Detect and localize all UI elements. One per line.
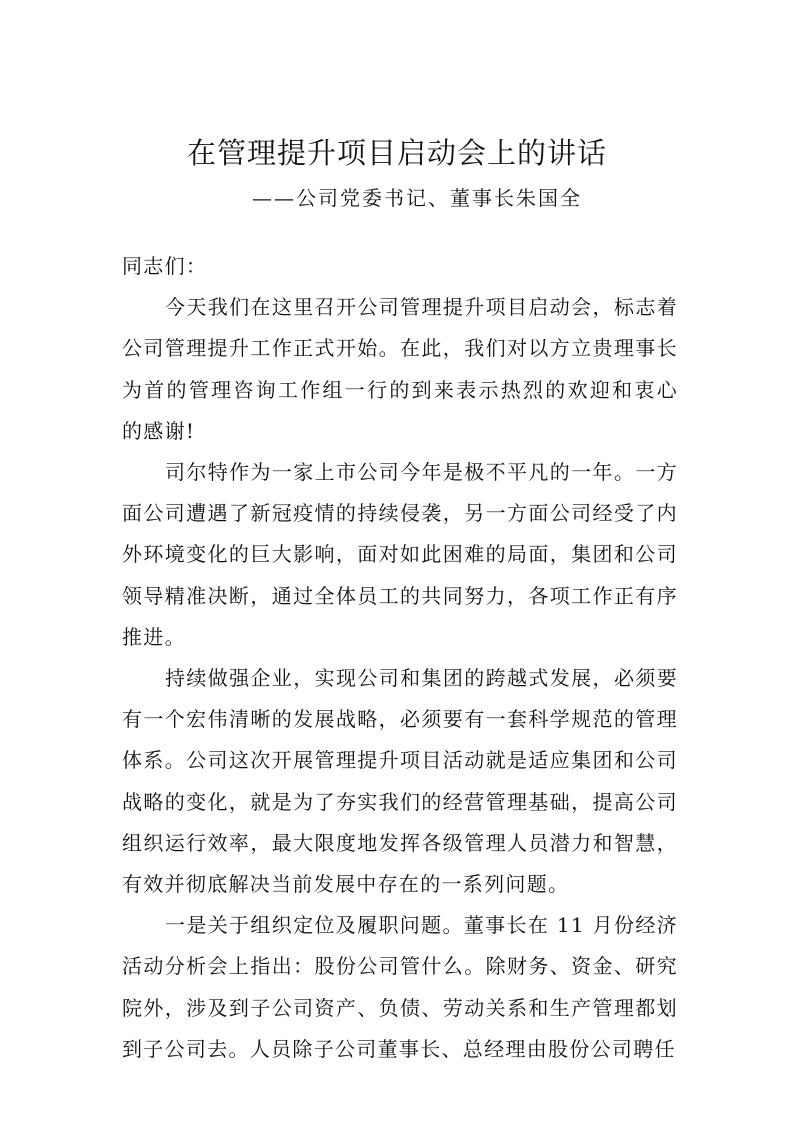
document-title: 在管理提升项目启动会上的讲话: [186, 136, 607, 170]
paragraph-company-year: 司尔特作为一家上市公司今年是极不平凡的一年。一方面公司遭遇了新冠疫情的持续侵袭，另一方面公司经受了内外环境变化的巨大影响，面对如此困难的局面，集团和公司领导精准决断，通过全体员工的共同努力，各项工作正有序推进。: [122, 460, 678, 649]
document-subtitle: ——公司党委书记、董事长朱国全: [252, 186, 582, 210]
document-body: [122, 246, 678, 1070]
paragraph-organization: 一是关于组织定位及履职问题。董事长在 11 月份经济活动分析会上指出：股份公司管什么。除财务、资金、研究 院外，涉及到子公司资产、负债、劳动关系和生产管理都划到子公司去。人员除子公司董事长、总经理由股份公司聘任: [122, 913, 678, 1061]
paragraph-strategy: 持续做强企业，实现公司和集团的跨越式发展，必须要有一个宏伟清晰的发展战略，必须要有一套科学规范的管理体系。公司这次开展管理提升项目活动就是适应集团和公司战略的变化，就是为了夯实我们的经营管理基础，提高公司组织运行效率，最大限度地发挥各级管理人员潜力和智慧， 有效并彻底解决当前发展中存在的一系列问题。: [122, 666, 678, 897]
paragraph-opening: 今天我们在这里召开公司管理提升项目启动会，标志着公司管理提升工作正式开始。在此，我们对以方立贵理事长为首的管理咨询工作组一行的到来表示热烈的欢迎和衷心 的感谢!: [122, 295, 678, 443]
salutation: 同志们：: [122, 254, 208, 278]
